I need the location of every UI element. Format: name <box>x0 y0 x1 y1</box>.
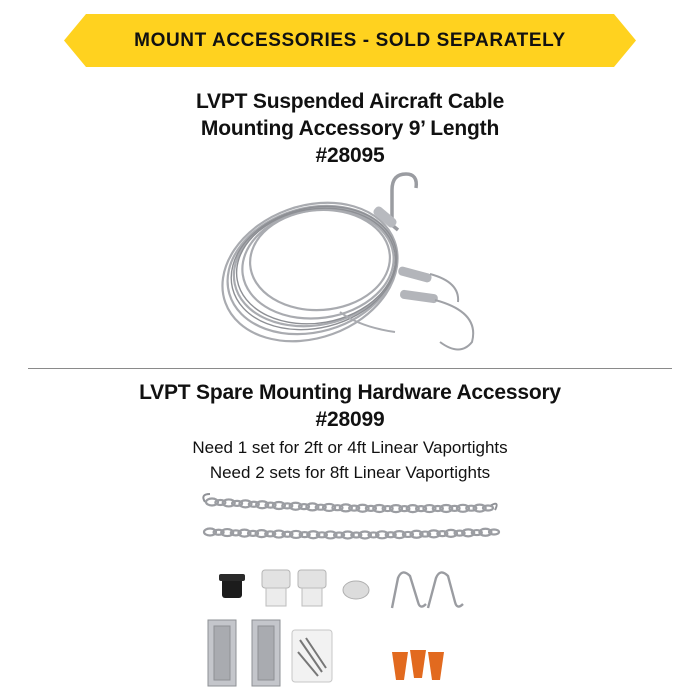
product1-sku: #28095 <box>315 144 385 167</box>
product2-note-line1: Need 1 set for 2ft or 4ft Linear Vaportights <box>192 438 508 457</box>
product1-title-line2: Mounting Accessory 9’ Length <box>200 117 500 140</box>
cable-glands <box>262 570 326 606</box>
product1-title-line1: LVPT Suspended Aircraft Cable <box>195 90 505 113</box>
section-divider <box>28 368 672 369</box>
metal-brackets <box>208 620 280 686</box>
screw-bag <box>292 630 332 682</box>
sold-separately-banner <box>64 14 636 67</box>
banner-text: MOUNT ACCESSORIES - SOLD SEPARATELY <box>134 30 566 51</box>
aircraft-cable-image <box>210 162 500 357</box>
black-grommet <box>219 574 245 598</box>
product2-sku: #28099 <box>315 408 385 431</box>
chain-link <box>483 506 493 511</box>
mounting-hardware-image <box>0 490 700 700</box>
wire-nuts <box>392 650 444 680</box>
product2-note-line2: Need 2 sets for 8ft Linear Vaportights <box>209 463 491 482</box>
product2-title: LVPT Spare Mounting Hardware Accessory <box>139 381 561 404</box>
